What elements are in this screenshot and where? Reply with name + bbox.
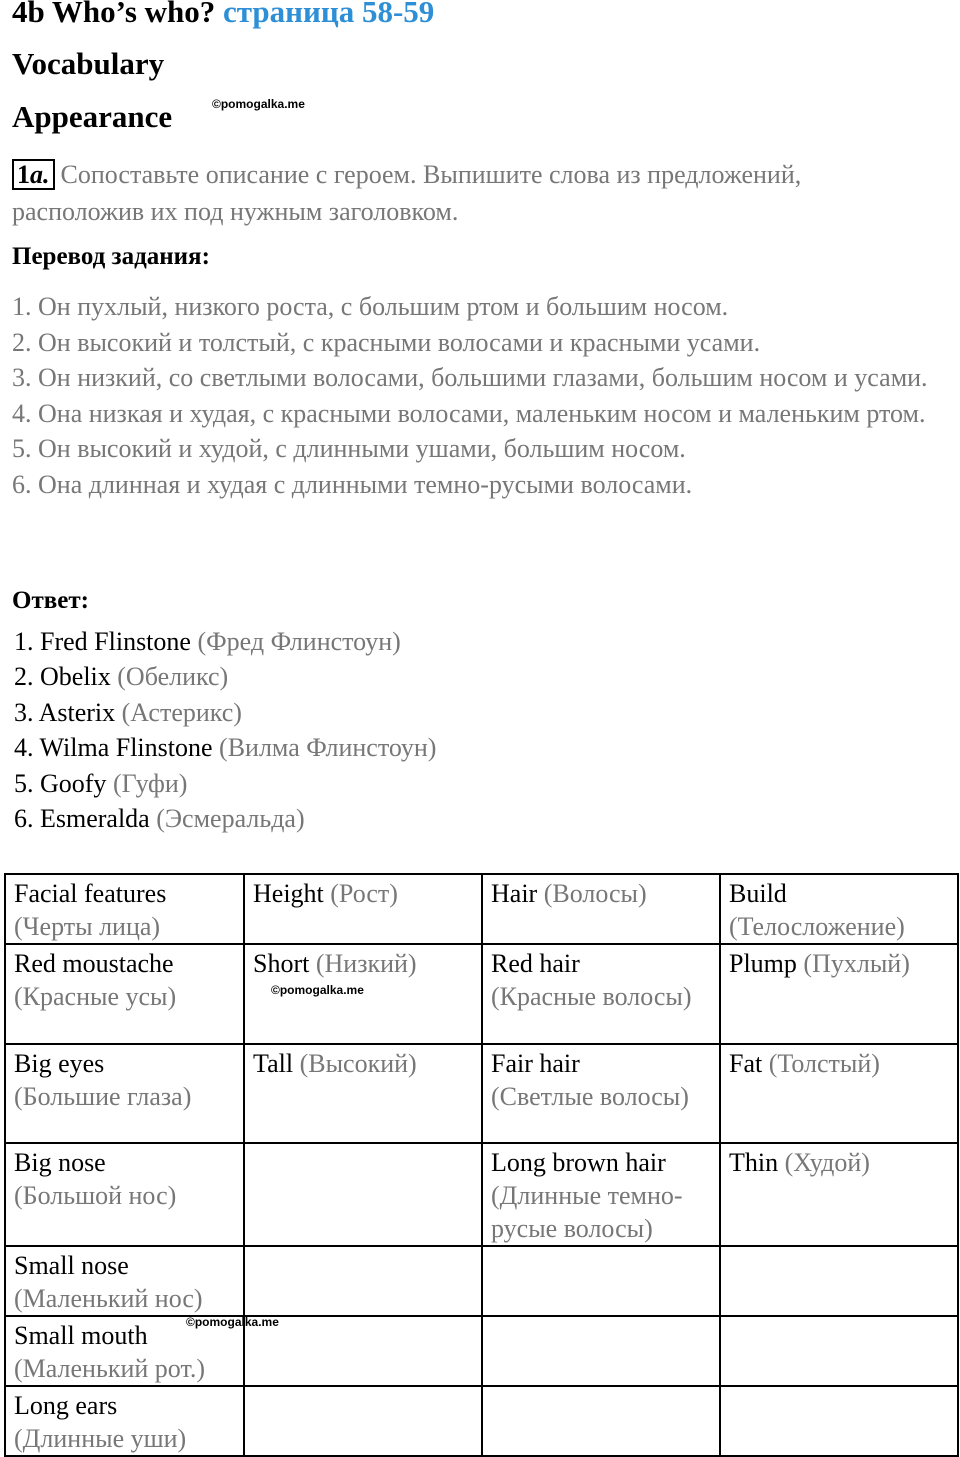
cell-en: Red moustache xyxy=(14,949,174,978)
table-cell xyxy=(720,1246,958,1316)
table-cell xyxy=(244,1143,482,1246)
answer-en: Obelix xyxy=(40,662,111,692)
task-letter: a. xyxy=(30,160,50,189)
table-cell xyxy=(720,1143,958,1246)
translation-item: 5. Он высокий и худой, с длинными ушами, большим носом. xyxy=(12,434,686,463)
answer-item xyxy=(14,695,436,730)
section-title-vocabulary: Vocabulary xyxy=(12,46,165,81)
table-header-row xyxy=(5,874,958,944)
answer-ru: (Эсмеральда) xyxy=(156,804,305,834)
answer-number: 2. xyxy=(14,662,34,692)
answer-en: Esmeralda xyxy=(40,804,150,834)
answer-item xyxy=(14,624,436,659)
watermark: ©pomogalka.me xyxy=(212,97,305,111)
cell-en: Facial features xyxy=(14,879,167,908)
cell-en: Short xyxy=(253,949,310,978)
table-cell xyxy=(5,1246,244,1316)
table-cell xyxy=(720,1316,958,1386)
cell-ru: (Низкий) xyxy=(315,949,417,978)
answer-ru: (Обеликс) xyxy=(117,662,229,692)
cell-en: Long brown hair xyxy=(491,1148,666,1177)
answer-item xyxy=(14,801,436,836)
task-text: Сопоставьте описание с героем. Выпишите слова из предложений, расположив их под нужным заголовком. xyxy=(12,160,802,226)
answer-ru: (Фред Флинстоун) xyxy=(197,627,401,656)
vocabulary-table xyxy=(4,873,959,1457)
page-title xyxy=(12,0,434,30)
table-row xyxy=(5,1386,958,1456)
cell-ru: (Рост) xyxy=(330,879,398,908)
table-cell xyxy=(482,1246,720,1316)
cell-en: Tall xyxy=(253,1049,294,1078)
table-cell xyxy=(482,1386,720,1456)
cell-en: Hair xyxy=(491,879,538,908)
watermark: ©pomogalka.me xyxy=(186,1315,279,1329)
table-cell xyxy=(244,1246,482,1316)
translation-list xyxy=(12,289,952,502)
answer-item xyxy=(14,730,436,765)
cell-en: Height xyxy=(253,879,324,908)
cell-ru: (Светлые волосы) xyxy=(491,1082,689,1111)
table-row xyxy=(5,1044,958,1143)
cell-en: Fair hair xyxy=(491,1049,580,1078)
table-header-cell xyxy=(244,874,482,944)
table-cell xyxy=(720,1386,958,1456)
table-cell xyxy=(244,944,482,1044)
table-header-cell xyxy=(720,874,958,944)
cell-en: Red hair xyxy=(491,949,580,978)
cell-ru: (Пухлый) xyxy=(803,949,910,978)
table-cell xyxy=(5,944,244,1044)
cell-en: Plump xyxy=(729,949,797,978)
section-title-appearance: Appearance xyxy=(12,99,173,134)
answer-ru: (Вилма Флинстоун) xyxy=(219,733,437,763)
task-number: 1 xyxy=(17,160,30,189)
answer-item xyxy=(14,659,436,694)
table-header-cell xyxy=(5,874,244,944)
cell-en: Build xyxy=(729,879,787,908)
answer-en: Goofy xyxy=(40,768,107,798)
cell-ru: (Большие глаза) xyxy=(14,1082,192,1111)
answer-number: 1. xyxy=(14,627,34,656)
cell-ru: (Большой нос) xyxy=(14,1181,177,1210)
translation-item: 3. Он низкий, со светлыми волосами, большими глазами, большим носом и усами. xyxy=(12,363,928,392)
table-header-cell xyxy=(482,874,720,944)
cell-en: Small mouth xyxy=(14,1321,148,1350)
cell-ru: (Длинные уши) xyxy=(14,1424,187,1453)
table-cell xyxy=(244,1044,482,1143)
table-cell xyxy=(5,1143,244,1246)
cell-ru: (Красные усы) xyxy=(14,982,177,1011)
cell-en: Thin xyxy=(729,1148,779,1177)
answer-ru: (Астерикс) xyxy=(121,697,242,727)
table-cell xyxy=(720,944,958,1044)
cell-en: Big nose xyxy=(14,1148,106,1177)
cell-en: Small nose xyxy=(14,1251,129,1280)
answer-en: Fred Flinstone xyxy=(40,627,191,656)
translation-item: 4. Она низкая и худая, с красными волосами, маленьким носом и маленьким ртом. xyxy=(12,398,926,428)
table-cell xyxy=(482,1143,720,1246)
table-cell xyxy=(5,1044,244,1143)
translation-item: 6. Она длинная и худая с длинными темно-русыми волосами. xyxy=(12,469,693,499)
cell-ru: (Маленький рот.) xyxy=(14,1354,206,1383)
cell-ru: (Высокий) xyxy=(299,1049,417,1078)
table-row xyxy=(5,1316,958,1386)
table-row xyxy=(5,944,958,1044)
answer-number: 3. xyxy=(14,697,34,727)
cell-ru: (Толстый) xyxy=(768,1049,880,1078)
table-cell xyxy=(482,1316,720,1386)
cell-en: Long ears xyxy=(14,1391,118,1420)
answer-number: 4. xyxy=(14,733,34,763)
translation-label: Перевод задания: xyxy=(12,243,210,270)
page-title-main: 4b Who’s who? xyxy=(12,0,216,29)
answer-en: Wilma Flinstone xyxy=(39,733,213,763)
page-numbers-link[interactable]: страница 58-59 xyxy=(223,0,435,29)
translation-item: 2. Он высокий и толстый, с красными волосами и красными усами. xyxy=(12,327,761,357)
watermark: ©pomogalka.me xyxy=(271,983,364,997)
answer-list xyxy=(14,624,436,836)
answer-number: 5. xyxy=(14,768,34,798)
answer-label: Ответ: xyxy=(12,587,89,614)
cell-ru: (Маленький нос) xyxy=(14,1284,203,1313)
cell-en: Big eyes xyxy=(14,1049,105,1078)
table-cell xyxy=(5,1315,279,1386)
answer-item xyxy=(14,766,436,801)
table-cell xyxy=(5,1386,244,1456)
cell-ru: (Худой) xyxy=(784,1148,870,1177)
cell-en: Fat xyxy=(729,1049,763,1078)
cell-ru: (Длинные темно-русые волосы) xyxy=(491,1181,683,1243)
cell-ru: (Красные волосы) xyxy=(491,982,692,1011)
table-cell xyxy=(720,1044,958,1143)
cell-ru: (Волосы) xyxy=(543,879,647,908)
translation-item: 1. Он пухлый, низкого роста, с большим ртом и большим носом. xyxy=(12,292,729,321)
table-cell xyxy=(482,944,720,1044)
table-row xyxy=(5,1143,958,1246)
table-cell xyxy=(244,1316,482,1386)
task-number-badge xyxy=(12,159,55,190)
table-cell xyxy=(244,1386,482,1456)
answer-number: 6. xyxy=(14,804,34,834)
answer-en: Asterix xyxy=(38,697,116,727)
answer-ru: (Гуфи) xyxy=(112,768,188,798)
task-description xyxy=(12,156,932,230)
table-cell xyxy=(482,1044,720,1143)
table-row xyxy=(5,1246,958,1316)
cell-ru: (Телосложение) xyxy=(729,912,905,941)
cell-ru: (Черты лица) xyxy=(14,912,161,941)
